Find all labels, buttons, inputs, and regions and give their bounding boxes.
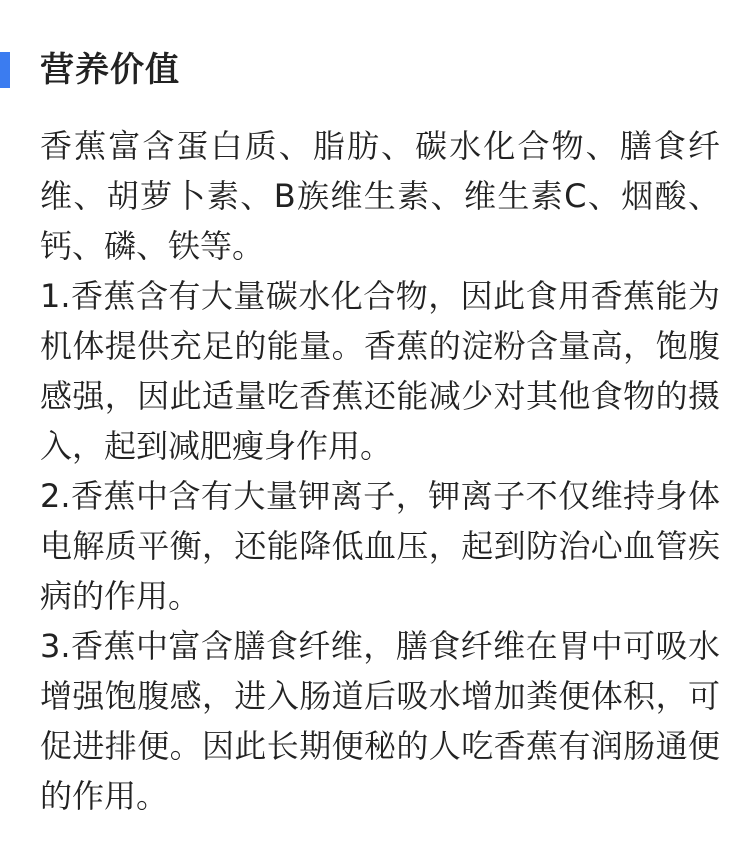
intro-paragraph: 香蕉富含蛋白质、脂肪、碳水化合物、膳食纤维、胡萝卜素、B族维生素、维生素C、烟酸、钙、磷、铁等。 (40, 127, 720, 265)
point-3-paragraph: 3.香蕉中富含膳食纤维，膳食纤维在胃中可吸水增强饱腹感，进入肠道后吸水增加粪便体积，可促进排便。因此长期便秘的人吃香蕉有润肠通便的作用。 (40, 627, 720, 815)
section-title: 营养价值 (40, 50, 180, 90)
article-body (40, 121, 720, 821)
section-accent-bar (0, 52, 10, 88)
point-2-paragraph: 2.香蕉中含有大量钾离子，钾离子不仅维持身体电解质平衡，还能降低血压，起到防治心血管疾病的作用。 (40, 477, 720, 615)
section-header (0, 46, 750, 94)
point-1-paragraph: 1.香蕉含有大量碳水化合物，因此食用香蕉能为机体提供充足的能量。香蕉的淀粉含量高，饱腹感强，因此适量吃香蕉还能减少对其他食物的摄入，起到减肥瘦身作用。 (40, 277, 720, 465)
